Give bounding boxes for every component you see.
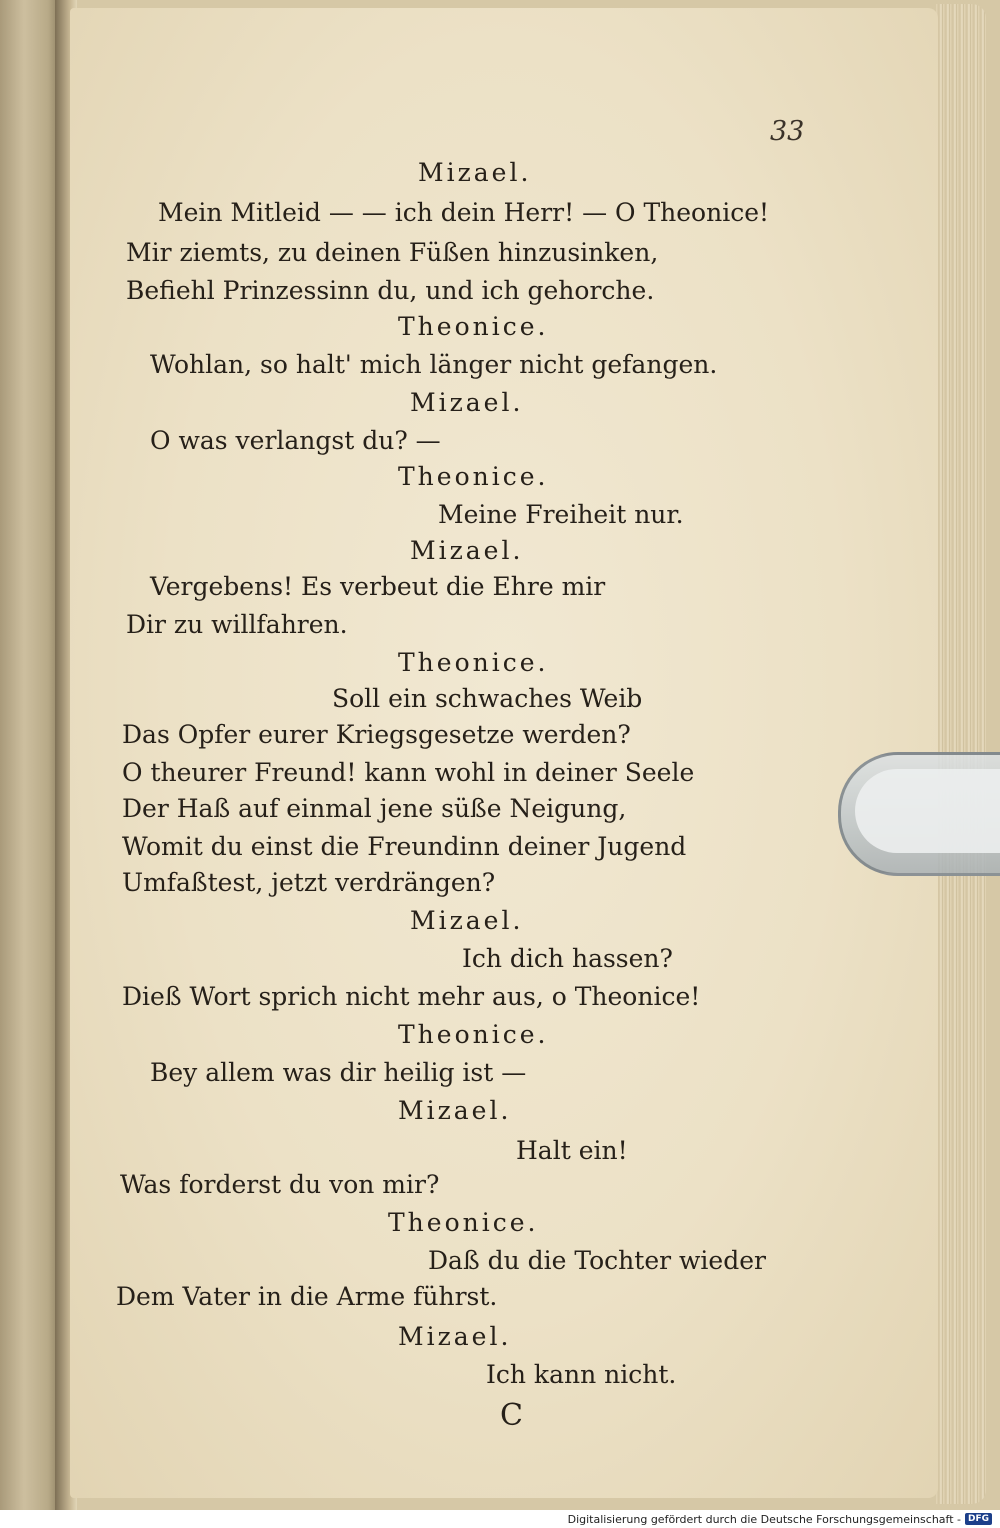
footer: [568, 1512, 992, 1526]
text-line: Dieß Wort sprich nicht mehr aus, o Theonice!: [122, 982, 701, 1011]
text-line: Halt ein!: [516, 1136, 628, 1165]
text-line: Theonice.: [398, 462, 549, 491]
text-line: Theonice.: [398, 312, 549, 341]
text-line: Womit du einst die Freundinn deiner Jugend: [122, 832, 687, 861]
text-line: O theurer Freund! kann wohl in deiner Seele: [122, 758, 695, 787]
text-line: O was verlangst du? —: [150, 426, 441, 455]
text-line: Mizael.: [410, 906, 524, 935]
text-line: Theonice.: [398, 648, 549, 677]
text-line: Theonice.: [388, 1208, 539, 1237]
text-line: Was forderst du von mir?: [120, 1170, 440, 1199]
text-line: Mizael.: [398, 1096, 512, 1125]
text-line: Befiehl Prinzessinn du, und ich gehorche.: [126, 276, 655, 305]
text-line: Ich kann nicht.: [486, 1360, 677, 1389]
text-line: Daß du die Tochter wieder: [428, 1246, 766, 1275]
text-line: Theonice.: [398, 1020, 549, 1049]
text-line: Der Haß auf einmal jene süße Neigung,: [122, 794, 627, 823]
text-line: Umfaßtest, jetzt verdrängen?: [122, 868, 496, 897]
text-line: Bey allem was dir heilig ist —: [150, 1058, 527, 1087]
signature-mark: C: [500, 1398, 523, 1433]
text-line: Meine Freiheit nur.: [438, 500, 684, 529]
text-line: Dem Vater in die Arme führst.: [116, 1282, 498, 1311]
footer-text: Digitalisierung gefördert durch die Deutsche Forschungsgemeinschaft -: [567, 1512, 961, 1526]
page-clip: [838, 752, 1000, 876]
left-page-edge: [0, 0, 60, 1510]
text-line: Soll ein schwaches Weib: [332, 684, 643, 713]
text-line: Mir ziemts, zu deinen Füßen hinzusinken,: [126, 238, 659, 267]
text-line: Das Opfer eurer Kriegsgesetze werden?: [122, 720, 631, 749]
text-line: Dir zu willfahren.: [126, 610, 348, 639]
text-line: Mizael.: [410, 388, 524, 417]
text-line: Mizael.: [418, 158, 532, 187]
page-number: 33: [770, 116, 805, 147]
text-line: Mizael.: [398, 1322, 512, 1351]
text-line: Wohlan, so halt' mich länger nicht gefangen.: [150, 350, 718, 379]
page-clip-inner: [855, 769, 1000, 853]
text-line: Mizael.: [410, 536, 524, 565]
text-line: Mein Mitleid — — ich dein Herr! — O Theonice!: [158, 198, 770, 227]
text-line: Ich dich hassen?: [462, 944, 673, 973]
dfg-logo-icon: DFG: [965, 1513, 992, 1525]
text-line: Vergebens! Es verbeut die Ehre mir: [150, 572, 606, 601]
